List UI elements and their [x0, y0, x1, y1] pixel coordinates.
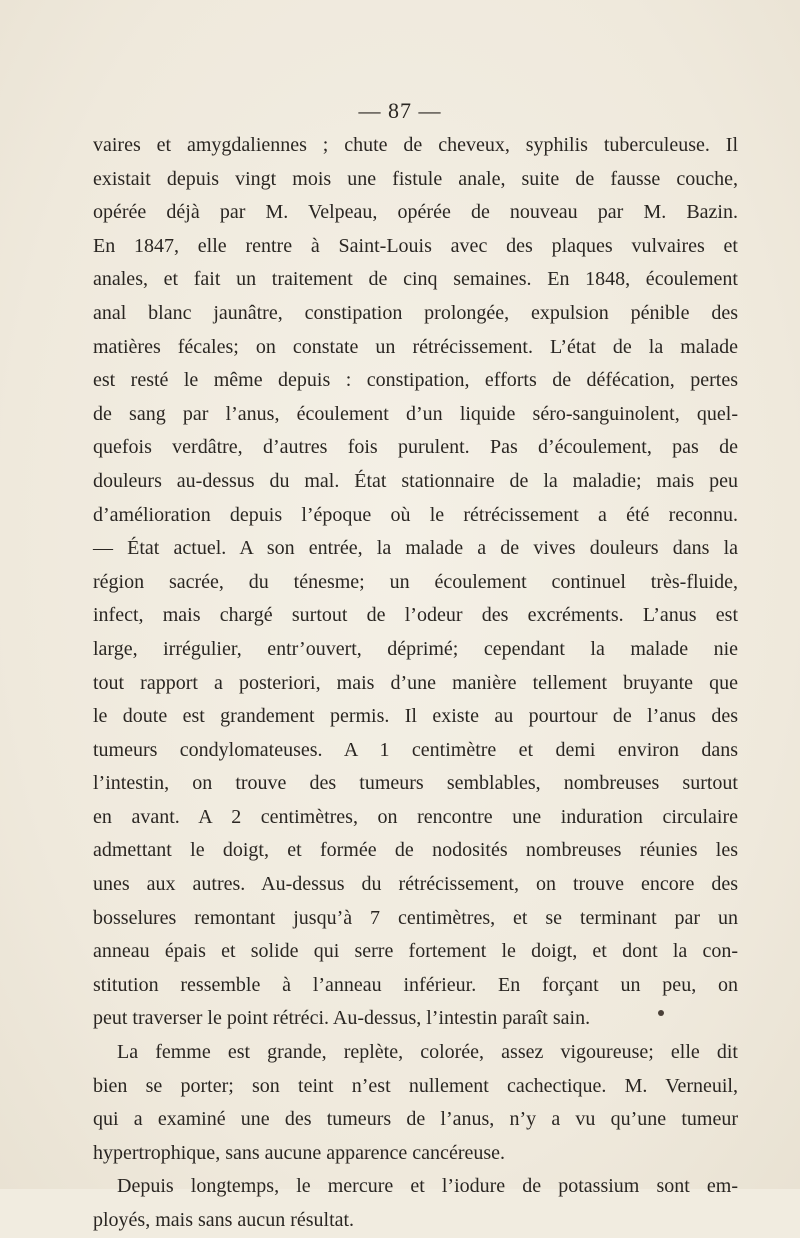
text-line: anneau épais et solide qui serre fortement le doigt, et dont la con-: [93, 940, 738, 963]
text-line: hypertrophique, sans aucune apparence cancéreuse.: [93, 1141, 506, 1164]
text-line: d’amélioration depuis l’époque où le rétrécissement a été reconnu.: [93, 503, 738, 526]
text-line: existait depuis vingt mois une fistule anale, suite de fausse couche,: [93, 167, 738, 190]
text-line: En 1847, elle rentre à Saint-Louis avec des plaques vulvaires et: [93, 234, 738, 257]
text-line: tout rapport a posteriori, mais d’une manière tellement bruyante que: [93, 671, 738, 694]
text-line: unes aux autres. Au-dessus du rétrécissement, on trouve encore des: [93, 873, 738, 896]
text-line: région sacrée, du ténesme; un écoulement continuel très-fluide,: [93, 570, 738, 593]
page-number: — 87 —: [358, 98, 442, 123]
text-line: est resté le même depuis : constipation, efforts de défécation, pertes: [93, 369, 738, 392]
text-line: matières fécales; on constate un rétrécissement. L’état de la malade: [93, 335, 738, 358]
text-line: La femme est grande, replète, colorée, assez vigoureuse; elle dit: [117, 1041, 738, 1064]
text-line: ployés, mais sans aucun résultat.: [93, 1209, 355, 1231]
text-line: admettant le doigt, et formée de nodosités nombreuses réunies les: [93, 839, 738, 862]
text-line: quefois verdâtre, d’autres fois purulent. Pas d’écoulement, pas de: [93, 436, 738, 459]
text-line: anal blanc jaunâtre, constipation prolongée, expulsion pénible des: [93, 301, 738, 324]
text-line: bosselures remontant jusqu’à 7 centimètres, et se terminant par un: [93, 906, 738, 929]
text-line: Depuis longtemps, le mercure et l’iodure de potassium sont em-: [117, 1175, 738, 1198]
text-line: anales, et fait un traitement de cinq semaines. En 1848, écoulement: [93, 268, 738, 291]
text-line: qui a examiné une des tumeurs de l’anus, n’y a vu qu’une tumeur: [93, 1108, 738, 1131]
text-line: — État actuel. A son entrée, la malade a de vives douleurs dans la: [93, 537, 738, 560]
text-line: vaires et amygdaliennes ; chute de cheveux, syphilis tuberculeuse. Il: [93, 134, 738, 156]
text-line: douleurs au-dessus du mal. État stationnaire de la maladie; mais peu: [93, 469, 738, 492]
text-line: le doute est grandement permis. Il existe au pourtour de l’anus des: [93, 705, 738, 728]
text-line: opérée déjà par M. Velpeau, opérée de nouveau par M. Bazin.: [93, 201, 738, 224]
text-line: infect, mais chargé surtout de l’odeur des excréments. L’anus est: [93, 604, 738, 627]
text-line: de sang par l’anus, écoulement d’un liquide séro-sanguinolent, quel-: [93, 402, 738, 425]
text-line: stitution ressemble à l’anneau inférieur. En forçant un peu, on: [93, 973, 738, 996]
text-line: en avant. A 2 centimètres, on rencontre une induration circulaire: [93, 805, 738, 828]
text-line: peut traverser le point rétréci. Au-dessus, l’intestin paraît sain.: [93, 1007, 591, 1030]
text-line: large, irrégulier, entr’ouvert, déprimé; cependant la malade nie: [93, 637, 738, 660]
text-line: tumeurs condylomateuses. A 1 centimètre et demi environ dans: [93, 738, 738, 761]
text-line: l’intestin, on trouve des tumeurs semblables, nombreuses surtout: [93, 772, 738, 795]
ink-speck: [658, 1010, 664, 1016]
body-text: [93, 129, 738, 1238]
text-line: bien se porter; son teint n’est nullement cachectique. M. Verneuil,: [93, 1074, 738, 1097]
